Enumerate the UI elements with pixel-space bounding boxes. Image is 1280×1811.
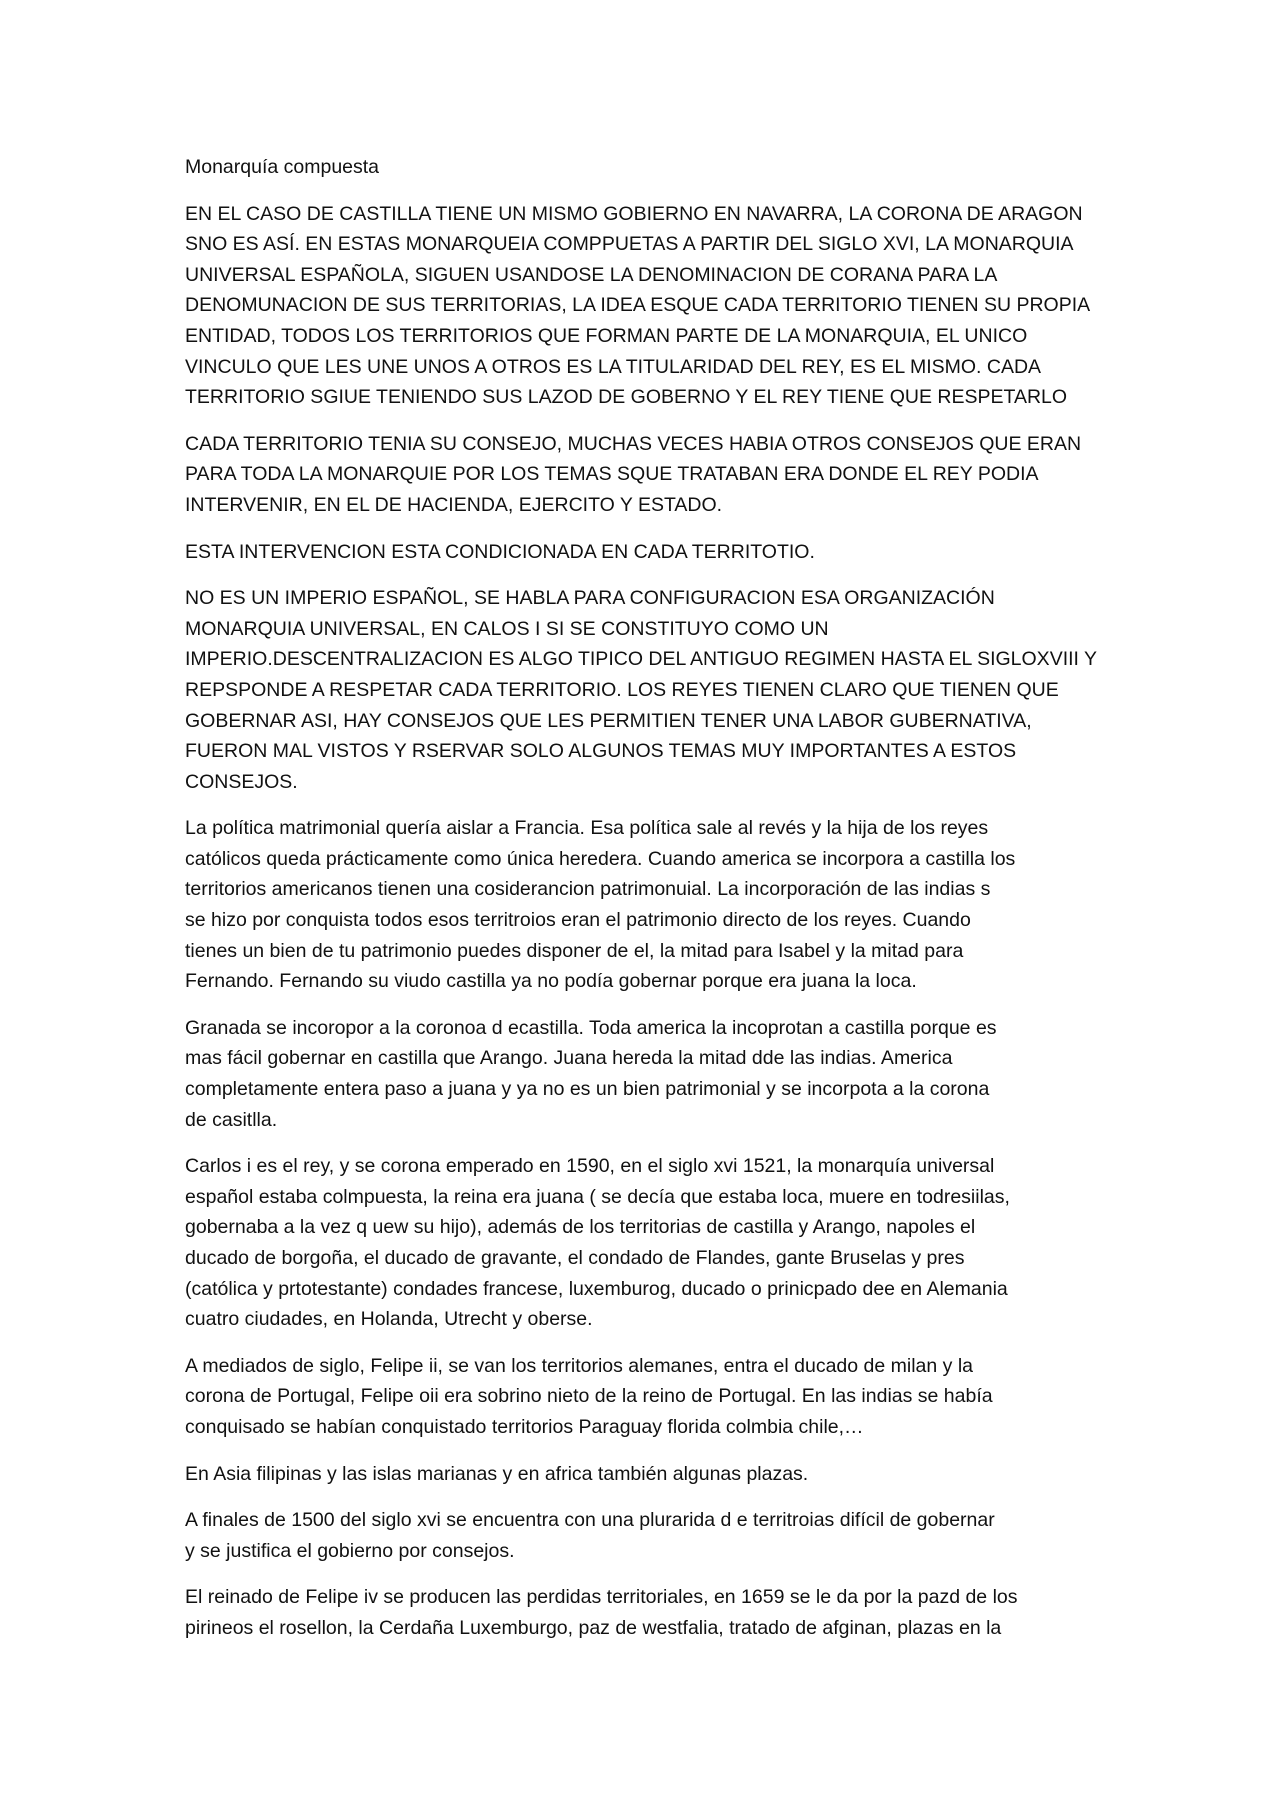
text-line: mas fácil gobernar en castilla que Arango. Juana hereda la mitad dde las indias. America <box>185 1047 953 1070</box>
text-line: se hizo por conquista todos esos territroios eran el patrimonio directo de los reyes. Cuando <box>185 909 971 932</box>
paragraph <box>185 1151 1105 1335</box>
text-line: completamente entera paso a juana y ya no es un bien patrimonial y se incorpota a la corona <box>185 1078 990 1101</box>
paragraph <box>185 1013 1105 1135</box>
text-line: TERRITORIO SGIUE TENIENDO SUS LAZOD DE GOBERNO Y EL REY TIENE QUE RESPETARLO <box>185 386 1068 409</box>
text-line: corona de Portugal, Felipe oii era sobrino nieto de la reino de Portugal. En las indias se había <box>185 1385 993 1408</box>
text-line: gobernaba a la vez q uew su hijo), además de los territorias de castilla y Arango, napoles el <box>185 1216 976 1239</box>
text-line: Fernando. Fernando su viudo castilla ya no podía gobernar porque era juana la loca. <box>185 970 917 993</box>
text-line: y se justifica el gobierno por consejos. <box>185 1539 515 1562</box>
paragraph <box>185 199 1105 413</box>
text-line: La política matrimonial quería aislar a Francia. Esa política sale al revés y la hija de los reyes <box>185 817 989 840</box>
text-line: A finales de 1500 del siglo xvi se encuentra con una plurarida d e territroias difícil de gobernar <box>185 1509 995 1532</box>
text-line: GOBERNAR ASI, HAY CONSEJOS QUE LES PERMITIEN TENER UNA LABOR GUBERNATIVA, <box>185 709 1032 732</box>
text-line: ENTIDAD, TODOS LOS TERRITORIOS QUE FORMAN PARTE DE LA MONARQUIA, EL UNICO <box>185 324 1028 347</box>
text-line: pirineos el rosellon, la Cerdaña Luxemburgo, paz de westfalia, tratado de afginan, plazas en la <box>185 1616 1002 1639</box>
text-line: MONARQUIA UNIVERSAL, EN CALOS I SI SE CONSTITUYO COMO UN <box>185 617 829 640</box>
text-line: cuatro ciudades, en Holanda, Utrecht y oberse. <box>185 1308 593 1331</box>
paragraph <box>185 813 1105 997</box>
text-line: SNO ES ASÍ. EN ESTAS MONARQUEIA COMPPUETAS A PARTIR DEL SIGLO XVI, LA MONARQUIA <box>185 233 1074 256</box>
text-line: A mediados de siglo, Felipe ii, se van los territorios alemanes, entra el ducado de milan y la <box>185 1354 973 1377</box>
text-line: Granada se incoropor a la coronoa d ecastilla. Toda america la incoprotan a castilla porque es <box>185 1016 997 1039</box>
text-line: FUERON MAL VISTOS Y RSERVAR SOLO ALGUNOS TEMAS MUY IMPORTANTES A ESTOS <box>185 740 1017 763</box>
text-line: territorios americanos tienen una cosiderancion patrimonuial. La incorporación de las indias s <box>185 878 991 901</box>
document-title: Monarquía compuesta <box>185 156 380 178</box>
paragraph <box>185 429 1105 521</box>
text-line: (católica y prtotestante) condades francese, luxemburog, ducado o prinicpado dee en Alemania <box>185 1277 1008 1300</box>
text-line: El reinado de Felipe iv se producen las perdidas territoriales, en 1659 se le da por la pazd de los <box>185 1586 1018 1609</box>
paragraph-list <box>185 199 1105 1644</box>
text-line: NO ES UN IMPERIO ESPAÑOL, SE HABLA PARA CONFIGURACION ESA ORGANIZACIÓN <box>185 587 995 610</box>
text-line: DENOMUNACION DE SUS TERRITORIAS, LA IDEA ESQUE CADA TERRITORIO TIENEN SU PROPIA <box>185 294 1091 317</box>
paragraph <box>185 1582 1105 1643</box>
text-line: PARA TODA LA MONARQUIE POR LOS TEMAS SQUE TRATABAN ERA DONDE EL REY PODIA <box>185 463 1039 486</box>
text-line: español estaba colmpuesta, la reina era juana ( se decía que estaba loca, muere en todresiilas, <box>185 1185 1010 1208</box>
text-line: CADA TERRITORIO TENIA SU CONSEJO, MUCHAS VECES HABIA OTROS CONSEJOS QUE ERAN <box>185 432 1082 455</box>
paragraph <box>185 537 1105 568</box>
text-line: Carlos i es el rey, y se corona emperado en 1590, en el siglo xvi 1521, la monarquía universal <box>185 1155 995 1178</box>
text-line: REPSPONDE A RESPETAR CADA TERRITORIO. LOS REYES TIENEN CLARO QUE TIENEN QUE <box>185 678 1059 701</box>
paragraph <box>185 1351 1105 1443</box>
text-line: tienes un bien de tu patrimonio puedes disponer de el, la mitad para Isabel y la mitad para <box>185 939 964 962</box>
paragraph <box>185 583 1105 797</box>
text-line: ducado de borgoña, el ducado de gravante, el condado de Flandes, gante Bruselas y pres <box>185 1247 965 1269</box>
text-line: católicos queda prácticamente como única heredera. Cuando america se incorpora a castilla los <box>185 847 1016 870</box>
text-line: INTERVENIR, EN EL DE HACIENDA, EJERCITO Y ESTADO. <box>185 493 723 516</box>
document-body <box>185 152 1105 1660</box>
text-line: UNIVERSAL ESPAÑOLA, SIGUEN USANDOSE LA DENOMINACION DE CORANA PARA LA <box>185 263 998 286</box>
text-line: ESTA INTERVENCION ESTA CONDICIONADA EN CADA TERRITOTIO. <box>185 540 815 563</box>
text-line: En Asia filipinas y las islas marianas y en africa también algunas plazas. <box>185 1462 809 1485</box>
text-line: conquisado se habían conquistado territorios Paraguay florida colmbia chile,… <box>185 1415 864 1438</box>
text-line: de casitlla. <box>185 1108 278 1131</box>
text-line: EN EL CASO DE CASTILLA TIENE UN MISMO GOBIERNO EN NAVARRA, LA CORONA DE ARAGON <box>185 202 1083 225</box>
paragraph <box>185 1505 1105 1566</box>
text-line: IMPERIO.DESCENTRALIZACION ES ALGO TIPICO DEL ANTIGUO REGIMEN HASTA EL SIGLOXVIII Y <box>185 648 1098 671</box>
paragraph <box>185 1459 1105 1490</box>
text-line: VINCULO QUE LES UNE UNOS A OTROS ES LA TITULARIDAD DEL REY, ES EL MISMO. CADA <box>185 355 1042 378</box>
text-line: CONSEJOS. <box>185 770 298 793</box>
